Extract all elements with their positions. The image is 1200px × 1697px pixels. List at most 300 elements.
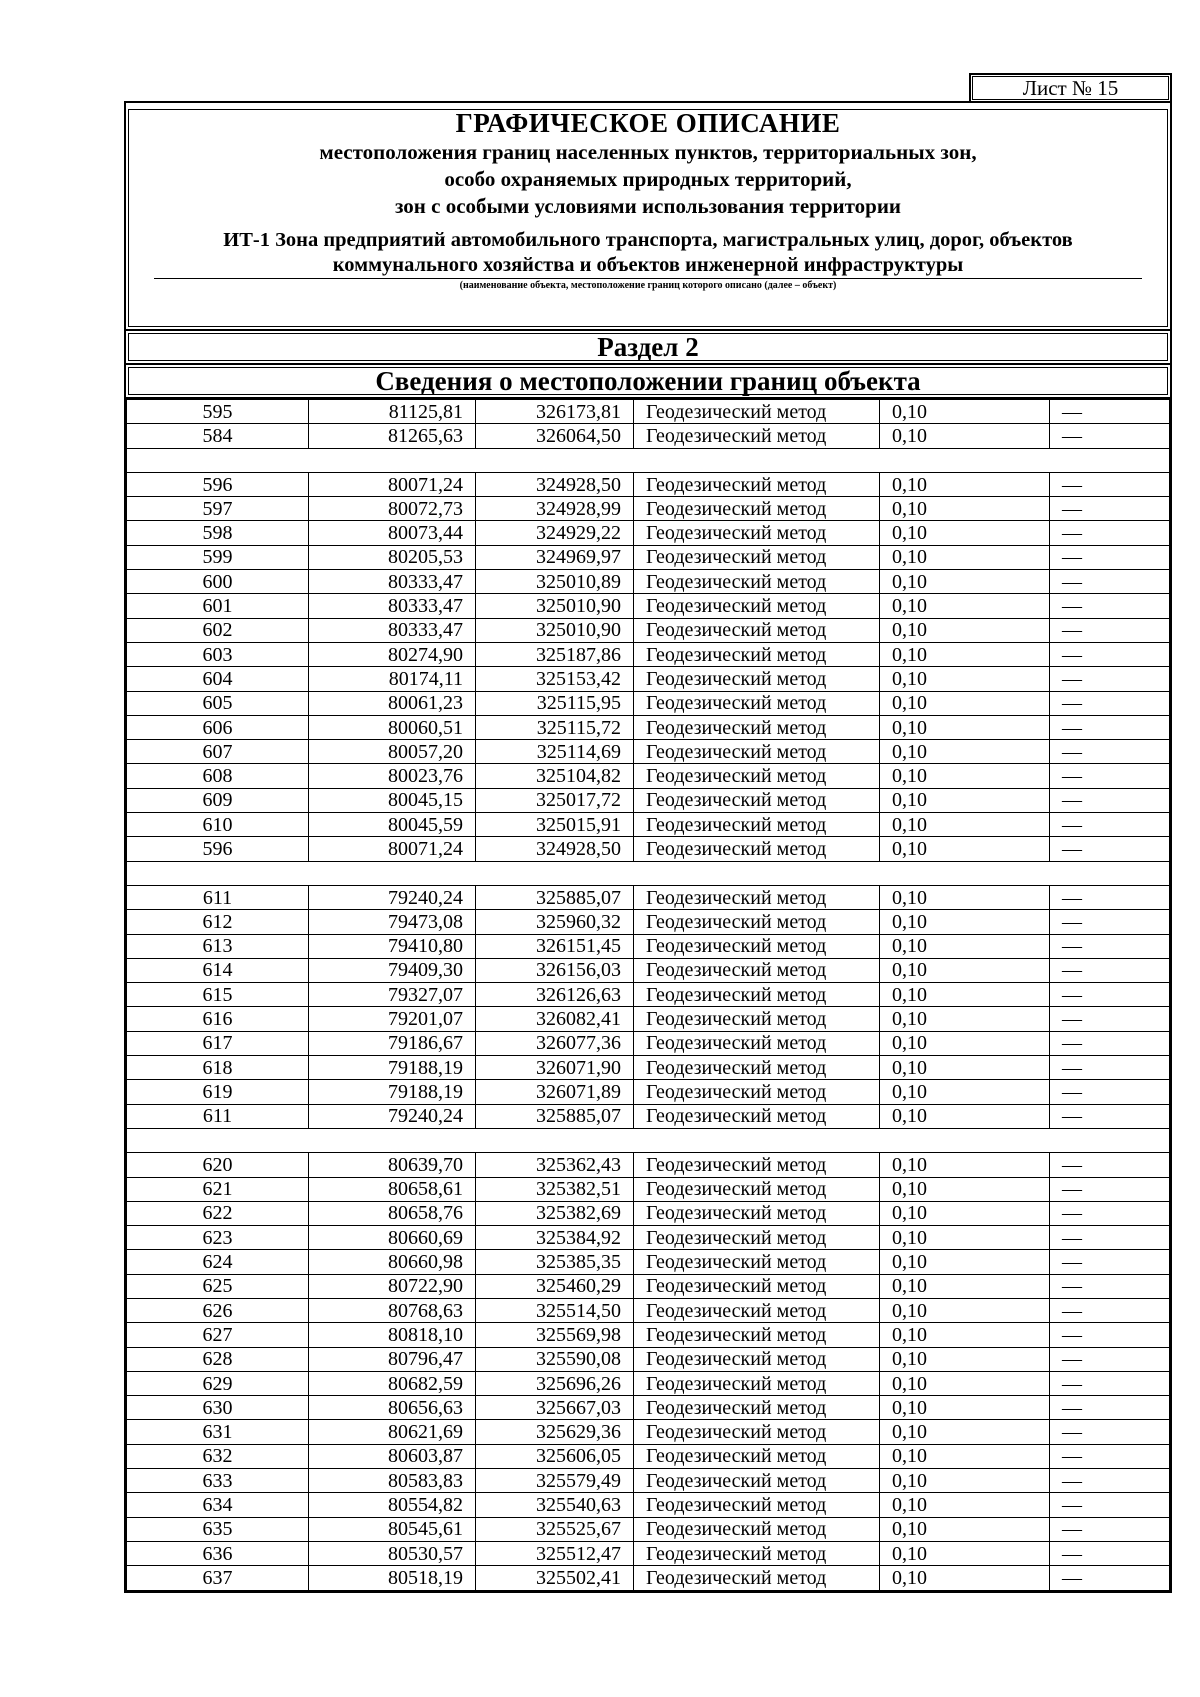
coordinate-x: 80174,11 [309,667,476,691]
accuracy: 0,10 [880,1056,1050,1080]
method: Геодезический метод [634,837,880,861]
point-number: 631 [127,1420,309,1444]
accuracy: 0,10 [880,1007,1050,1031]
group-separator [127,861,1170,885]
coordinate-y: 325525,67 [476,1517,634,1541]
method: Геодезический метод [634,521,880,545]
coordinate-x: 79410,80 [309,934,476,958]
point-number: 616 [127,1007,309,1031]
method: Геодезический метод [634,570,880,594]
description: — [1050,837,1170,861]
accuracy: 0,10 [880,472,1050,496]
point-number: 600 [127,570,309,594]
method: Геодезический метод [634,497,880,521]
point-number: 630 [127,1396,309,1420]
coordinate-x: 80333,47 [309,570,476,594]
method: Геодезический метод [634,618,880,642]
accuracy: 0,10 [880,740,1050,764]
description: — [1050,1274,1170,1298]
group-separator [127,1128,1170,1152]
coordinate-x: 80660,69 [309,1226,476,1250]
point-number: 604 [127,667,309,691]
coordinate-x: 80603,87 [309,1444,476,1468]
coordinate-x: 80045,15 [309,788,476,812]
method: Геодезический метод [634,1323,880,1347]
section-title: Раздел 2 [126,331,1170,365]
description: — [1050,764,1170,788]
table-row [127,1007,1170,1031]
coordinate-y: 325460,29 [476,1274,634,1298]
coordinate-x: 80658,61 [309,1177,476,1201]
accuracy: 0,10 [880,1031,1050,1055]
point-number: 603 [127,642,309,666]
coordinate-y: 325629,36 [476,1420,634,1444]
table-row [127,1420,1170,1444]
coordinate-x: 80583,83 [309,1469,476,1493]
coordinate-x: 79240,24 [309,885,476,909]
table-row [127,497,1170,521]
table-row [127,1056,1170,1080]
coordinate-y: 326071,90 [476,1056,634,1080]
coordinate-x: 80060,51 [309,715,476,739]
table-row [127,1493,1170,1517]
table-row [127,1444,1170,1468]
table-row [127,813,1170,837]
method: Геодезический метод [634,545,880,569]
coordinate-y: 325114,69 [476,740,634,764]
coordinate-y: 325590,08 [476,1347,634,1371]
method: Геодезический метод [634,472,880,496]
accuracy: 0,10 [880,983,1050,1007]
point-number: 605 [127,691,309,715]
accuracy: 0,10 [880,1444,1050,1468]
accuracy: 0,10 [880,958,1050,982]
coordinate-y: 325362,43 [476,1153,634,1177]
accuracy: 0,10 [880,400,1050,424]
point-number: 611 [127,885,309,909]
coordinate-x: 80658,76 [309,1201,476,1225]
coordinate-x: 80333,47 [309,594,476,618]
point-number: 602 [127,618,309,642]
coordinate-y: 325696,26 [476,1371,634,1395]
accuracy: 0,10 [880,1201,1050,1225]
point-number: 614 [127,958,309,982]
coordinate-y: 325115,95 [476,691,634,715]
method: Геодезический метод [634,1371,880,1395]
coordinate-x: 80722,90 [309,1274,476,1298]
coordinate-y: 326082,41 [476,1007,634,1031]
table-row [127,958,1170,982]
method: Геодезический метод [634,1250,880,1274]
coordinate-x: 80818,10 [309,1323,476,1347]
point-number: 629 [127,1371,309,1395]
description: — [1050,910,1170,934]
description: — [1050,691,1170,715]
table-row [127,594,1170,618]
description: — [1050,1250,1170,1274]
point-number: 611 [127,1104,309,1128]
table-row [127,788,1170,812]
point-number: 626 [127,1298,309,1322]
coordinate-y: 325382,51 [476,1177,634,1201]
coordinate-y: 325579,49 [476,1469,634,1493]
description: — [1050,1104,1170,1128]
coordinates-table [126,399,1170,1591]
table-row [127,764,1170,788]
description: — [1050,1323,1170,1347]
point-number: 632 [127,1444,309,1468]
point-number: 621 [127,1177,309,1201]
coordinate-x: 80045,59 [309,813,476,837]
method: Геодезический метод [634,1007,880,1031]
point-number: 635 [127,1517,309,1541]
point-number: 595 [127,400,309,424]
accuracy: 0,10 [880,618,1050,642]
point-number: 617 [127,1031,309,1055]
method: Геодезический метод [634,1226,880,1250]
method: Геодезический метод [634,740,880,764]
coordinate-x: 80071,24 [309,472,476,496]
point-number: 612 [127,910,309,934]
coordinate-y: 325104,82 [476,764,634,788]
description: — [1050,1396,1170,1420]
table-row [127,1250,1170,1274]
coordinate-y: 325384,92 [476,1226,634,1250]
point-number: 620 [127,1153,309,1177]
description: — [1050,1541,1170,1565]
method: Геодезический метод [634,983,880,1007]
description: — [1050,1347,1170,1371]
coordinate-x: 79186,67 [309,1031,476,1055]
point-number: 596 [127,472,309,496]
coordinate-y: 326173,81 [476,400,634,424]
coordinate-y: 324928,99 [476,497,634,521]
description: — [1050,1153,1170,1177]
description: — [1050,521,1170,545]
method: Геодезический метод [634,1541,880,1565]
coordinate-x: 80682,59 [309,1371,476,1395]
table-row [127,545,1170,569]
method: Геодезический метод [634,1444,880,1468]
description: — [1050,1007,1170,1031]
object-note: (наименование объекта, местоположение границ которого описано (далее – объект) [459,280,837,291]
coordinate-x: 80023,76 [309,764,476,788]
accuracy: 0,10 [880,715,1050,739]
coordinate-y: 325017,72 [476,788,634,812]
description: — [1050,472,1170,496]
coordinate-x: 80072,73 [309,497,476,521]
description: — [1050,1371,1170,1395]
coordinate-y: 325382,69 [476,1201,634,1225]
description: — [1050,400,1170,424]
table-row [127,1347,1170,1371]
accuracy: 0,10 [880,1541,1050,1565]
method: Геодезический метод [634,594,880,618]
point-number: 625 [127,1274,309,1298]
point-number: 619 [127,1080,309,1104]
method: Геодезический метод [634,788,880,812]
table-row [127,472,1170,496]
coordinate-y: 325885,07 [476,1104,634,1128]
method: Геодезический метод [634,934,880,958]
point-number: 606 [127,715,309,739]
method: Геодезический метод [634,1420,880,1444]
sheet-number: Лист № 15 [969,73,1172,103]
coordinate-y: 326071,89 [476,1080,634,1104]
point-number: 623 [127,1226,309,1250]
coordinate-x: 80057,20 [309,740,476,764]
coordinate-x: 80530,57 [309,1541,476,1565]
table-row [127,1274,1170,1298]
description: — [1050,788,1170,812]
coordinate-y: 326126,63 [476,983,634,1007]
accuracy: 0,10 [880,1396,1050,1420]
accuracy: 0,10 [880,1493,1050,1517]
coordinate-x: 79327,07 [309,983,476,1007]
point-number: 584 [127,424,309,448]
subtitle-line-1: местоположения границ населенных пунктов, территориальных зон, [319,140,977,164]
method: Геодезический метод [634,1274,880,1298]
coordinate-x: 80205,53 [309,545,476,569]
coordinate-y: 325010,90 [476,594,634,618]
description: — [1050,642,1170,666]
point-number: 637 [127,1566,309,1590]
point-number: 609 [127,788,309,812]
coordinate-x: 80656,63 [309,1396,476,1420]
method: Геодезический метод [634,1104,880,1128]
method: Геодезический метод [634,813,880,837]
coordinate-y: 325667,03 [476,1396,634,1420]
object-name-line-1: ИТ-1 Зона предприятий автомобильного транспорта, магистральных улиц, дорог, объектов [223,229,1073,251]
accuracy: 0,10 [880,1347,1050,1371]
coordinate-x: 80333,47 [309,618,476,642]
accuracy: 0,10 [880,1298,1050,1322]
method: Геодезический метод [634,764,880,788]
coordinate-y: 324928,50 [476,472,634,496]
method: Геодезический метод [634,910,880,934]
group-separator [127,448,1170,472]
document-header [126,107,1170,331]
accuracy: 0,10 [880,1371,1050,1395]
method: Геодезический метод [634,1517,880,1541]
table-row [127,1323,1170,1347]
description: — [1050,1031,1170,1055]
description: — [1050,1226,1170,1250]
point-number: 618 [127,1056,309,1080]
coordinate-x: 80274,90 [309,642,476,666]
coordinate-x: 80073,44 [309,521,476,545]
method: Геодезический метод [634,424,880,448]
table-row [127,691,1170,715]
accuracy: 0,10 [880,934,1050,958]
table-row [127,1226,1170,1250]
description: — [1050,885,1170,909]
description: — [1050,1469,1170,1493]
coordinate-y: 326077,36 [476,1031,634,1055]
table-row [127,1298,1170,1322]
table-row [127,1566,1170,1590]
accuracy: 0,10 [880,1104,1050,1128]
table-row [127,1201,1170,1225]
accuracy: 0,10 [880,545,1050,569]
accuracy: 0,10 [880,642,1050,666]
point-number: 636 [127,1541,309,1565]
coordinate-y: 325502,41 [476,1566,634,1590]
method: Геодезический метод [634,1347,880,1371]
method: Геодезический метод [634,1396,880,1420]
description: — [1050,570,1170,594]
point-number: 633 [127,1469,309,1493]
accuracy: 0,10 [880,788,1050,812]
table-row [127,424,1170,448]
section-subtitle: Сведения о местоположении границ объекта [126,365,1170,399]
method: Геодезический метод [634,1469,880,1493]
accuracy: 0,10 [880,1323,1050,1347]
description: — [1050,1566,1170,1590]
coordinate-y: 325512,47 [476,1541,634,1565]
method: Геодезический метод [634,667,880,691]
table-row [127,667,1170,691]
coordinate-x: 80071,24 [309,837,476,861]
method: Геодезический метод [634,642,880,666]
point-number: 598 [127,521,309,545]
coordinate-x: 79409,30 [309,958,476,982]
description: — [1050,618,1170,642]
accuracy: 0,10 [880,1566,1050,1590]
point-number: 628 [127,1347,309,1371]
point-number: 608 [127,764,309,788]
accuracy: 0,10 [880,837,1050,861]
table-row [127,570,1170,594]
method: Геодезический метод [634,715,880,739]
accuracy: 0,10 [880,1080,1050,1104]
table-row [127,740,1170,764]
coordinate-y: 325569,98 [476,1323,634,1347]
table-row [127,983,1170,1007]
coordinate-x: 80639,70 [309,1153,476,1177]
coordinate-y: 326151,45 [476,934,634,958]
method: Геодезический метод [634,958,880,982]
method: Геодезический метод [634,1201,880,1225]
point-number: 596 [127,837,309,861]
accuracy: 0,10 [880,764,1050,788]
accuracy: 0,10 [880,1250,1050,1274]
point-number: 622 [127,1201,309,1225]
accuracy: 0,10 [880,1517,1050,1541]
coordinate-x: 80518,19 [309,1566,476,1590]
object-name-line-2: коммунального хозяйства и объектов инженерной инфраструктуры [332,254,964,276]
method: Геодезический метод [634,1056,880,1080]
accuracy: 0,10 [880,594,1050,618]
description: — [1050,667,1170,691]
coordinate-x: 80768,63 [309,1298,476,1322]
coordinate-y: 325960,32 [476,910,634,934]
description: — [1050,958,1170,982]
coordinate-x: 79188,19 [309,1056,476,1080]
accuracy: 0,10 [880,424,1050,448]
accuracy: 0,10 [880,570,1050,594]
coordinate-x: 79473,08 [309,910,476,934]
point-number: 627 [127,1323,309,1347]
point-number: 634 [127,1493,309,1517]
description: — [1050,813,1170,837]
table-row [127,837,1170,861]
subtitle-line-3: зон с особыми условиями использования территории [394,194,902,218]
method: Геодезический метод [634,1298,880,1322]
table-row [127,885,1170,909]
description: — [1050,1056,1170,1080]
description: — [1050,934,1170,958]
accuracy: 0,10 [880,691,1050,715]
description: — [1050,545,1170,569]
table-row [127,1371,1170,1395]
description: — [1050,1493,1170,1517]
coordinate-y: 324929,22 [476,521,634,545]
description: — [1050,1517,1170,1541]
point-number: 599 [127,545,309,569]
table-row [127,400,1170,424]
table-row [127,1469,1170,1493]
description: — [1050,983,1170,1007]
accuracy: 0,10 [880,1420,1050,1444]
coordinate-y: 326064,50 [476,424,634,448]
coordinate-y: 326156,03 [476,958,634,982]
method: Геодезический метод [634,1031,880,1055]
accuracy: 0,10 [880,1469,1050,1493]
coordinate-y: 324969,97 [476,545,634,569]
accuracy: 0,10 [880,1274,1050,1298]
table-row [127,1517,1170,1541]
document-title: ГРАФИЧЕСКОЕ ОПИСАНИЕ [455,108,841,138]
description: — [1050,1444,1170,1468]
method: Геодезический метод [634,1177,880,1201]
coordinate-y: 325010,89 [476,570,634,594]
accuracy: 0,10 [880,813,1050,837]
table-row [127,910,1170,934]
subtitle-line-2: особо охраняемых природных территорий, [444,167,852,191]
coordinate-y: 325385,35 [476,1250,634,1274]
table-row [127,715,1170,739]
accuracy: 0,10 [880,1226,1050,1250]
description: — [1050,1420,1170,1444]
point-number: 613 [127,934,309,958]
point-number: 601 [127,594,309,618]
table-row [127,618,1170,642]
coordinate-y: 325153,42 [476,667,634,691]
point-number: 610 [127,813,309,837]
coordinate-x: 80545,61 [309,1517,476,1541]
method: Геодезический метод [634,885,880,909]
description: — [1050,497,1170,521]
accuracy: 0,10 [880,521,1050,545]
method: Геодезический метод [634,1493,880,1517]
coordinate-x: 80621,69 [309,1420,476,1444]
table-row [127,521,1170,545]
method: Геодезический метод [634,1080,880,1104]
description: — [1050,740,1170,764]
point-number: 607 [127,740,309,764]
description: — [1050,715,1170,739]
coordinate-x: 79188,19 [309,1080,476,1104]
table-row [127,1541,1170,1565]
coordinate-y: 325015,91 [476,813,634,837]
document-frame [124,101,1172,1593]
point-number: 615 [127,983,309,1007]
coordinate-x: 79201,07 [309,1007,476,1031]
coordinate-y: 325115,72 [476,715,634,739]
coordinate-x: 80660,98 [309,1250,476,1274]
point-number: 597 [127,497,309,521]
